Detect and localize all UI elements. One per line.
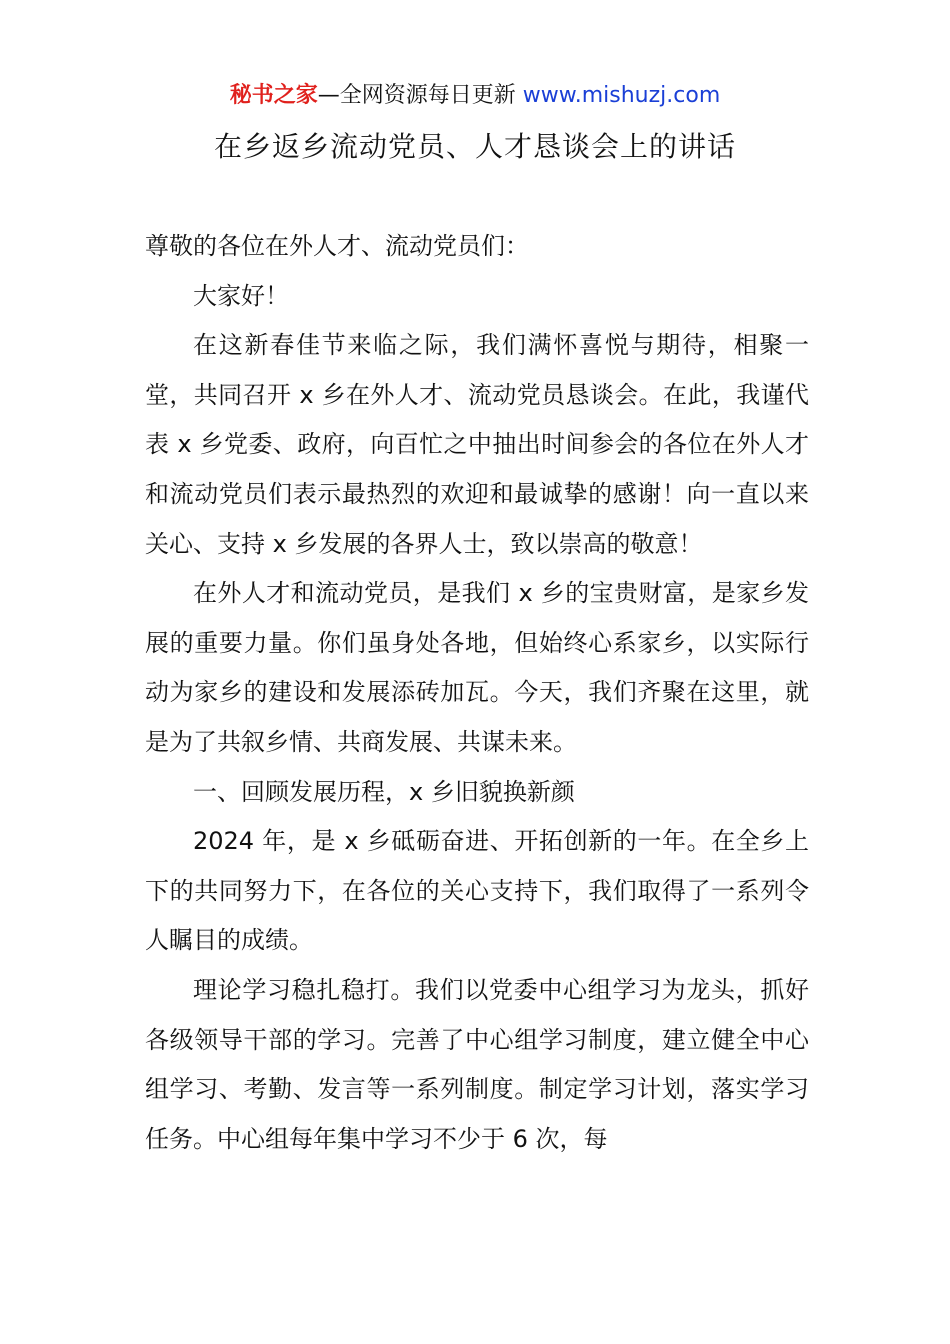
paragraph-theory-study: 理论学习稳扎稳打。我们以党委中心组学习为龙头，抓好各级领导干部的学习。完善了中心组学习制度，建立健全中心组学习、考勤、发言等一系列制度。制定学习计划，落实学习任务。中心组每年集中学习不少于 6 次，每 (145, 975, 809, 1153)
paragraph-opening: 在这新春佳节来临之际，我们满怀喜悦与期待，相聚一堂，共同召开 x 乡在外人才、流动党员恳谈会。在此，我谨代表 x 乡党委、政府，向百忙之中抽出时间参会的各位在外人才和流动党员们表示最热烈的欢迎和最诚挚的感谢！向一直以来关心、支持 x 乡发展的各界人士，致以崇高的敬意！ (145, 331, 809, 558)
site-header (0, 80, 950, 112)
header-tagline: —全网资源每日更新 (317, 83, 523, 108)
greeting: 大家好！ (193, 281, 289, 310)
paragraph-2024: 2024 年，是 x 乡砥砺奋进、开拓创新的一年。在全乡上下的共同努力下，在各位的关心支持下，我们取得了一系列令人瞩目的成绩。 (145, 827, 809, 955)
section-heading-1: 一、回顾发展历程，x 乡旧貌换新颜 (193, 777, 575, 806)
document-body (145, 222, 809, 1164)
salutation: 尊敬的各位在外人才、流动党员们： (145, 232, 529, 260)
document-title: 在乡返乡流动党员、人才恳谈会上的讲话 (213, 130, 736, 163)
site-url-link[interactable]: www.mishuzj.com (522, 83, 721, 108)
brand-name: 秘书之家 (229, 83, 318, 108)
paragraph-talent: 在外人才和流动党员，是我们 x 乡的宝贵财富，是家乡发展的重要力量。你们虽身处各地，但始终心系家乡，以实际行动为家乡的建设和发展添砖加瓦。今天，我们齐聚在这里，就是为了共叙乡情、共商发展、共谋未来。 (145, 579, 809, 756)
